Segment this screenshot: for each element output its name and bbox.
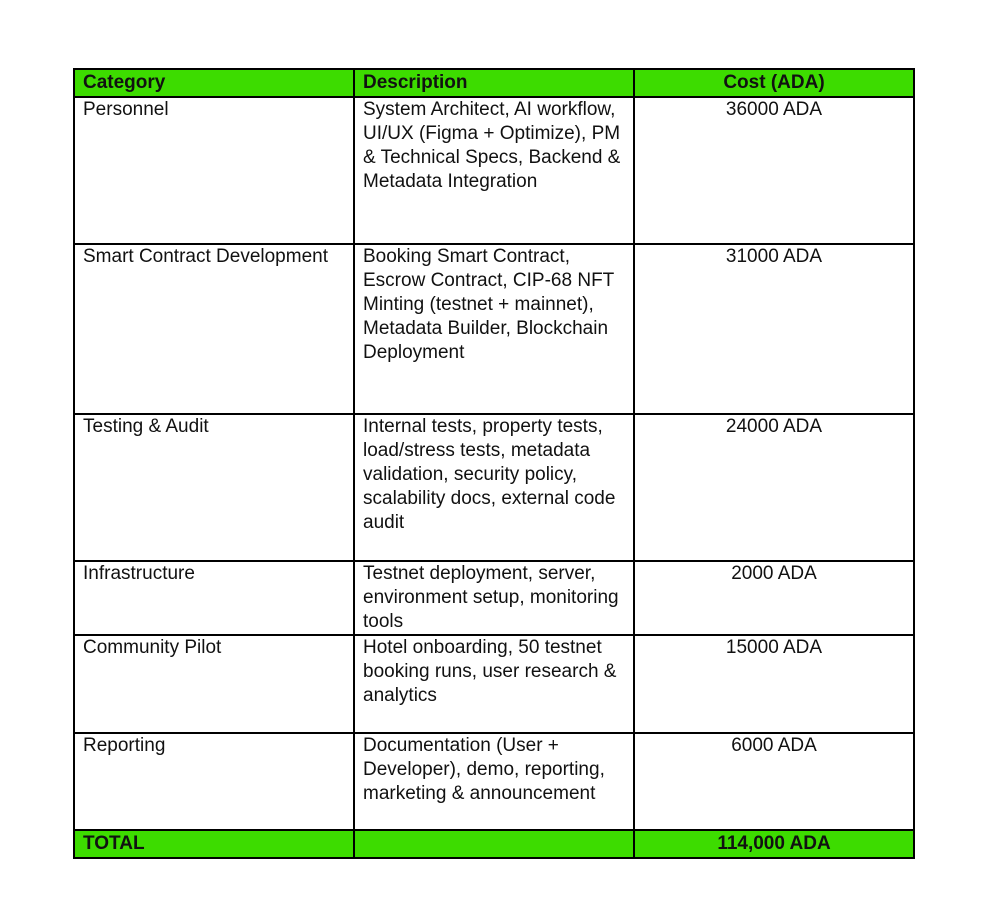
total-cost: 114,000 ADA bbox=[634, 830, 914, 858]
table-row bbox=[74, 97, 914, 244]
cost-cell: 2000 ADA bbox=[634, 561, 914, 635]
category-cell: Personnel bbox=[74, 97, 354, 244]
table-row bbox=[74, 244, 914, 414]
category-cell: Smart Contract Development bbox=[74, 244, 354, 414]
total-row bbox=[74, 830, 914, 858]
budget-table bbox=[73, 68, 915, 859]
description-cell: Testnet deployment, server, environment setup, monitoring tools bbox=[354, 561, 634, 635]
description-cell: Internal tests, property tests, load/stress tests, metadata validation, security policy, scalability docs, external code audit bbox=[354, 414, 634, 561]
table-row bbox=[74, 733, 914, 830]
description-cell: Booking Smart Contract, Escrow Contract, CIP-68 NFT Minting (testnet + mainnet), Metadata Builder, Blockchain Deployment bbox=[354, 244, 634, 414]
category-cell: Reporting bbox=[74, 733, 354, 830]
category-cell: Testing & Audit bbox=[74, 414, 354, 561]
header-category: Category bbox=[74, 69, 354, 97]
header-cost: Cost (ADA) bbox=[634, 69, 914, 97]
category-cell: Community Pilot bbox=[74, 635, 354, 733]
table-row bbox=[74, 561, 914, 635]
cost-cell: 6000 ADA bbox=[634, 733, 914, 830]
cost-cell: 15000 ADA bbox=[634, 635, 914, 733]
category-cell: Infrastructure bbox=[74, 561, 354, 635]
cost-cell: 36000 ADA bbox=[634, 97, 914, 244]
description-cell: Documentation (User + Developer), demo, reporting, marketing & announcement bbox=[354, 733, 634, 830]
description-cell: System Architect, AI workflow, UI/UX (Figma + Optimize), PM & Technical Specs, Backend & Metadata Integration bbox=[354, 97, 634, 244]
header-row bbox=[74, 69, 914, 97]
total-label: TOTAL bbox=[74, 830, 354, 858]
cost-cell: 31000 ADA bbox=[634, 244, 914, 414]
table-row bbox=[74, 414, 914, 561]
description-cell: Hotel onboarding, 50 testnet booking runs, user research & analytics bbox=[354, 635, 634, 733]
cost-cell: 24000 ADA bbox=[634, 414, 914, 561]
table-row bbox=[74, 635, 914, 733]
total-description bbox=[354, 830, 634, 858]
header-description: Description bbox=[354, 69, 634, 97]
